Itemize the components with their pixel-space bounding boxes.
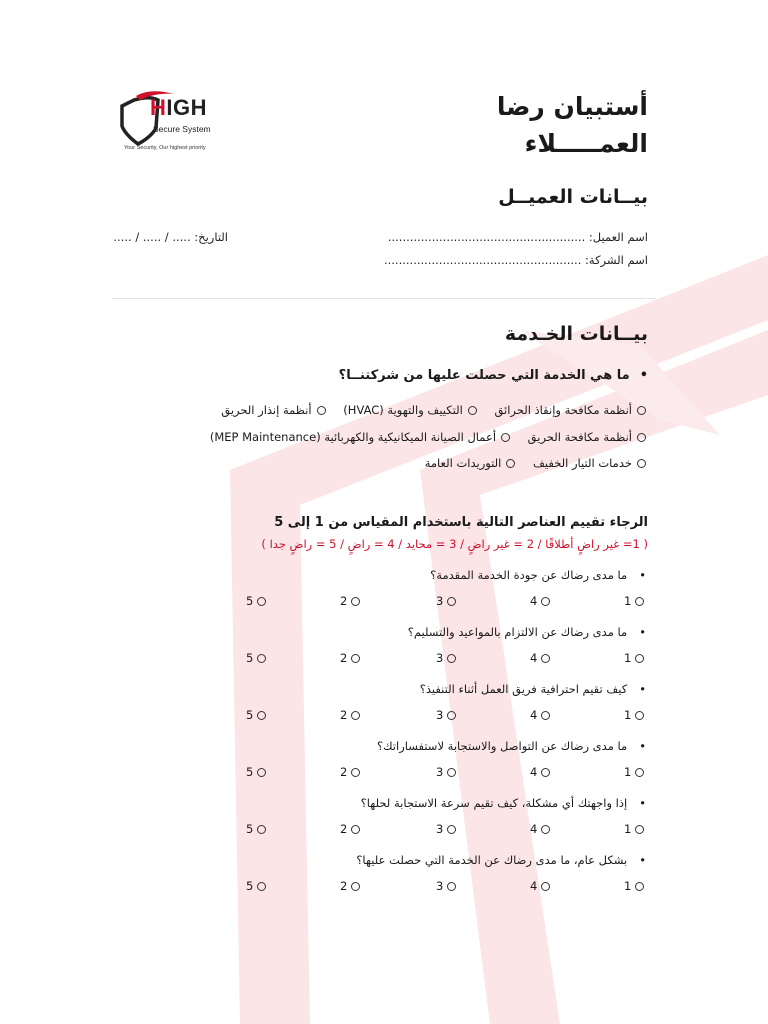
rating-option[interactable]: 2 (340, 822, 360, 836)
rating-option[interactable]: 1 (624, 708, 644, 722)
radio-circle-icon (447, 597, 456, 606)
option-mep-maintenance[interactable]: أعمال الصيانة الميكانيكية والكهربائية (MEP Maintenance) (210, 430, 510, 444)
rating-option[interactable]: 5 (246, 822, 266, 836)
rating-question: •كيف تقيم احترافية فريق العمل أثناء التنفيذ؟ (419, 682, 646, 696)
radio-circle-icon (541, 825, 550, 834)
option-low-current[interactable]: خدمات التيار الخفيف (533, 456, 646, 470)
rating-question: •ما مدى رضاك عن التواصل والاستجابة لاستفساراتك؟ (377, 739, 646, 753)
rating-option[interactable]: 2 (340, 708, 360, 722)
radio-circle-icon (635, 882, 644, 891)
rating-option[interactable]: 1 (624, 651, 644, 665)
date-field[interactable]: التاريخ: ..... / ..... / ..... (113, 230, 228, 244)
service-section-heading: بيــانات الخـدمة (504, 323, 648, 345)
radio-circle-icon (501, 433, 510, 442)
rating-option[interactable]: 4 (530, 651, 550, 665)
rating-scale (0, 594, 768, 610)
radio-circle-icon (447, 654, 456, 663)
page-title: أستبيان رضا العمـــــلاء (496, 92, 648, 158)
radio-circle-icon (506, 459, 515, 468)
radio-circle-icon (637, 406, 646, 415)
rating-option[interactable]: 5 (246, 651, 266, 665)
logo-tagline: Your Security, Our highest priority (124, 145, 206, 151)
radio-circle-icon (541, 597, 550, 606)
rating-legend: ( 1= غير راضٍ أطلاقًا / 2 = غير راضٍ / 3 = محايد / 4 = راضٍ / 5 = راضٍ جدا ) (261, 537, 648, 551)
rating-scale (0, 708, 768, 724)
radio-circle-icon (541, 711, 550, 720)
option-hvac[interactable]: التكييف والتهوية (HVAC) (343, 403, 476, 417)
rating-scale (0, 765, 768, 781)
company-logo (116, 88, 236, 158)
rating-option[interactable]: 1 (624, 879, 644, 893)
service-question: •ما هي الخدمة التي حصلت عليها من شركتنــا؟ (338, 368, 648, 383)
radio-circle-icon (351, 711, 360, 720)
rating-scale (0, 879, 768, 895)
radio-circle-icon (351, 654, 360, 663)
radio-circle-icon (351, 768, 360, 777)
rating-option[interactable]: 3 (436, 651, 456, 665)
service-options-row-1 (207, 403, 646, 418)
radio-circle-icon (351, 825, 360, 834)
service-options-row-3 (411, 456, 646, 471)
radio-circle-icon (635, 597, 644, 606)
logo-subtitle: Secure System (153, 124, 211, 134)
radio-circle-icon (447, 768, 456, 777)
radio-circle-icon (257, 882, 266, 891)
rating-option[interactable]: 5 (246, 708, 266, 722)
rating-option[interactable]: 5 (246, 879, 266, 893)
radio-circle-icon (351, 882, 360, 891)
rating-option[interactable]: 5 (246, 765, 266, 779)
rating-question: •ما مدى رضاك عن جودة الخدمة المقدمة؟ (430, 568, 646, 582)
radio-circle-icon (635, 825, 644, 834)
client-name-field[interactable]: اسم العميل: ...................................................... (387, 230, 648, 244)
radio-circle-icon (257, 711, 266, 720)
rating-option[interactable]: 2 (340, 765, 360, 779)
rating-option[interactable]: 2 (340, 594, 360, 608)
rating-option[interactable]: 5 (246, 594, 266, 608)
radio-circle-icon (447, 825, 456, 834)
option-firefighting-rescue[interactable]: أنظمة مكافحة وإنقاذ الحرائق (494, 403, 646, 417)
radio-circle-icon (637, 459, 646, 468)
radio-circle-icon (635, 654, 644, 663)
rating-option[interactable]: 4 (530, 822, 550, 836)
radio-circle-icon (635, 768, 644, 777)
radio-circle-icon (317, 406, 326, 415)
rating-scale (0, 822, 768, 838)
rating-option[interactable]: 3 (436, 879, 456, 893)
client-section-heading: بيــانات العميــل (498, 186, 648, 208)
rating-option[interactable]: 4 (530, 708, 550, 722)
radio-circle-icon (257, 597, 266, 606)
radio-circle-icon (257, 825, 266, 834)
rating-question: •ما مدى رضاك عن الالتزام بالمواعيد والتسليم؟ (407, 625, 646, 639)
rating-option[interactable]: 3 (436, 708, 456, 722)
company-name-field[interactable]: اسم الشركة: ...................................................... (383, 253, 648, 267)
rating-option[interactable]: 4 (530, 879, 550, 893)
rating-option[interactable]: 3 (436, 822, 456, 836)
option-general-supplies[interactable]: التوريدات العامة (425, 456, 516, 470)
radio-circle-icon (447, 711, 456, 720)
logo-brand: HIGH (150, 95, 208, 120)
rating-option[interactable]: 1 (624, 765, 644, 779)
radio-circle-icon (447, 882, 456, 891)
radio-circle-icon (468, 406, 477, 415)
option-fire-alarm[interactable]: أنظمة إنذار الحريق (221, 403, 325, 417)
rating-option[interactable]: 4 (530, 594, 550, 608)
section-divider (112, 298, 656, 299)
rating-scale (0, 651, 768, 667)
radio-circle-icon (541, 882, 550, 891)
radio-circle-icon (351, 597, 360, 606)
rating-option[interactable]: 1 (624, 822, 644, 836)
radio-circle-icon (257, 768, 266, 777)
rating-option[interactable]: 3 (436, 765, 456, 779)
radio-circle-icon (541, 654, 550, 663)
radio-circle-icon (257, 654, 266, 663)
option-firefighting-systems[interactable]: أنظمة مكافحة الحريق (528, 430, 646, 444)
rating-option[interactable]: 4 (530, 765, 550, 779)
radio-circle-icon (541, 768, 550, 777)
radio-circle-icon (637, 433, 646, 442)
rating-option[interactable]: 3 (436, 594, 456, 608)
rating-option[interactable]: 2 (340, 879, 360, 893)
rating-option[interactable]: 2 (340, 651, 360, 665)
rating-option[interactable]: 1 (624, 594, 644, 608)
rating-question: •إذا واجهتك أي مشكلة، كيف تقيم سرعة الاستجابة لحلها؟ (360, 796, 646, 810)
rating-instructions: الرجاء تقييم العناصر التالية باستخدام المقياس من 1 إلى 5 (274, 515, 648, 530)
rating-question: •بشكل عام، ما مدى رضاك عن الخدمة التي حصلت عليها؟ (356, 853, 646, 867)
radio-circle-icon (635, 711, 644, 720)
service-options-row-2 (196, 430, 646, 445)
